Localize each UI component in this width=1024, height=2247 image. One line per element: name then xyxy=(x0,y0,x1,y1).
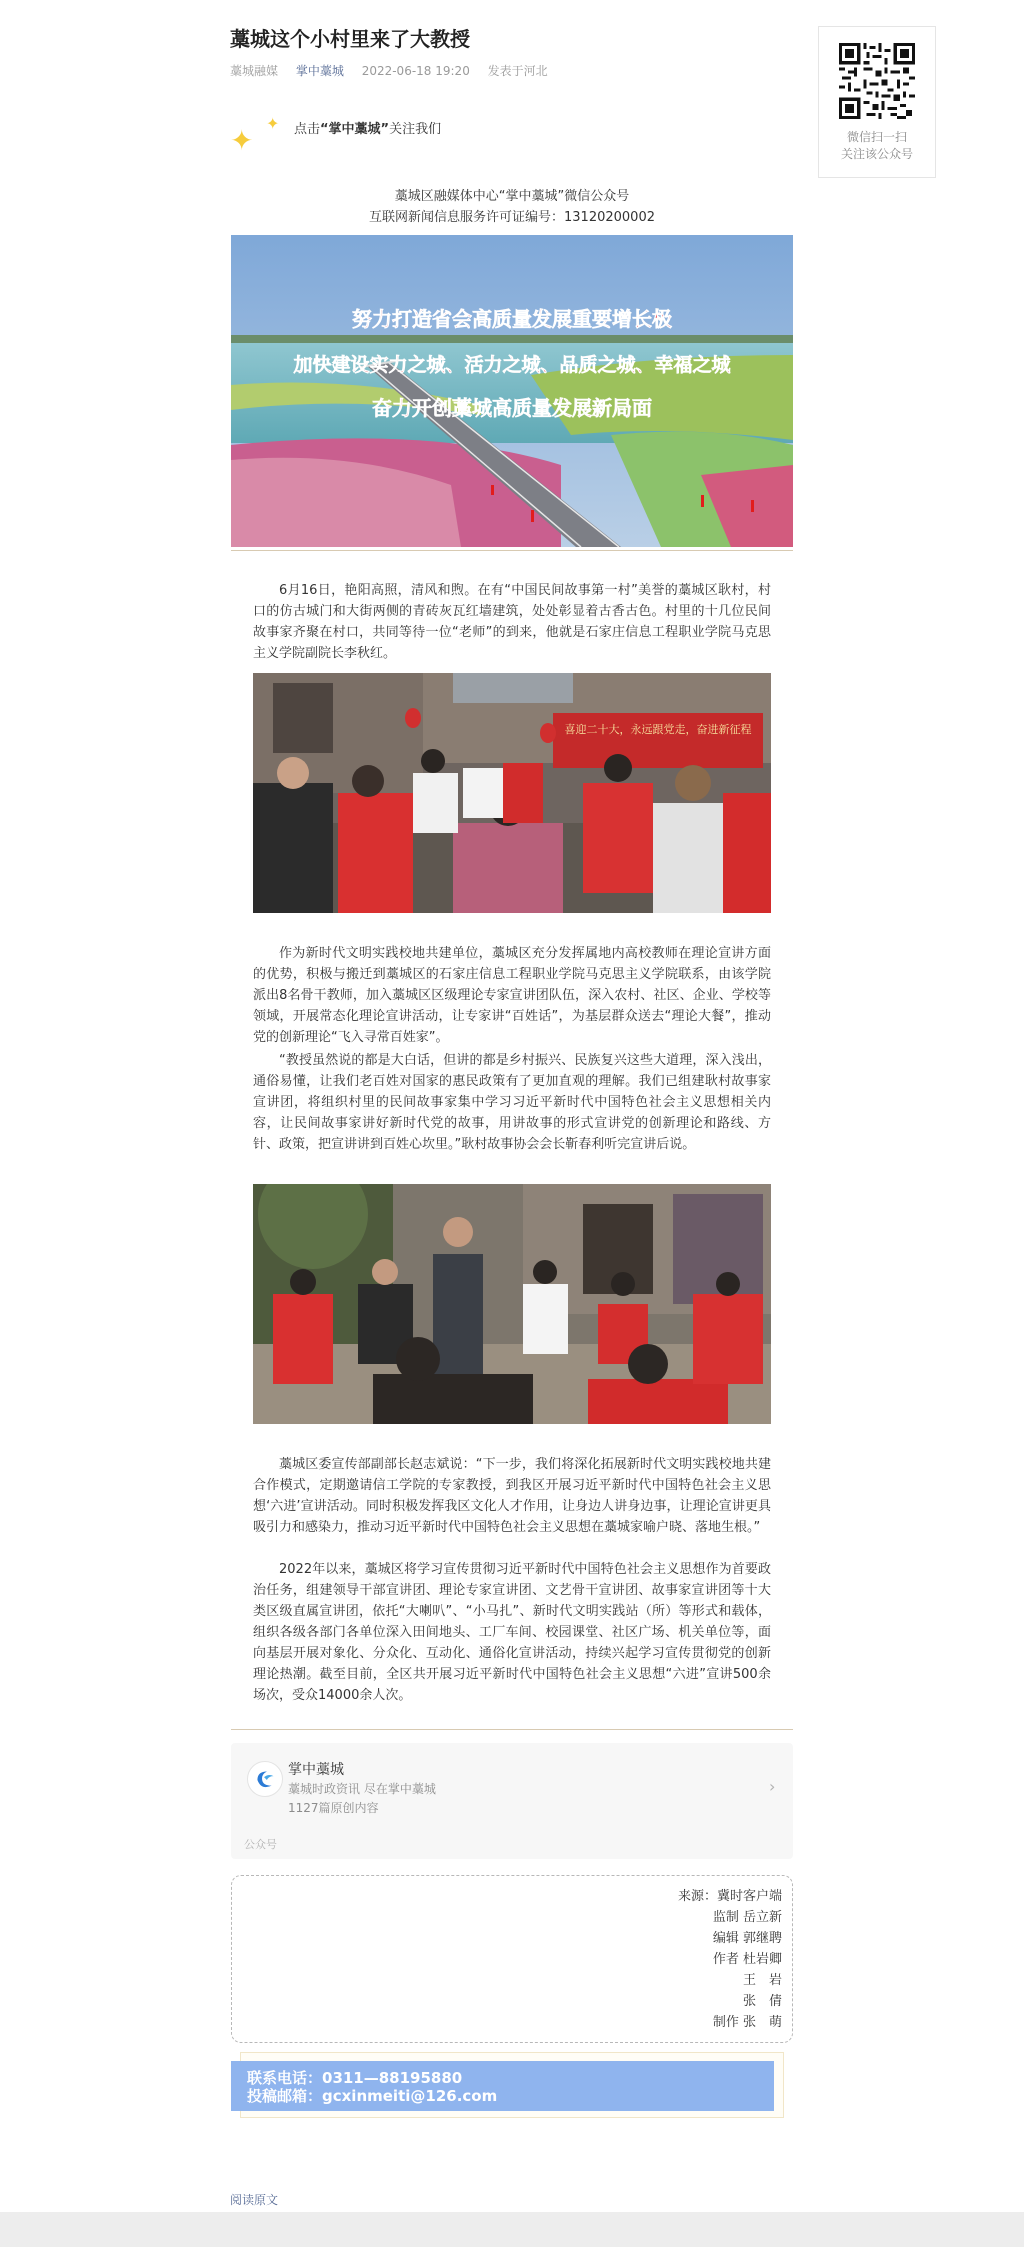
banner-slogan-2: 加快建设实力之城、活力之城、品质之城、幸福之城 xyxy=(293,354,731,376)
paragraph-3: “教授虽然说的都是大白话，但讲的都是乡村振兴、民族复兴这些大道理，深入浅出，通俗易懂，让我们老百姓对国家的惠民政策有了更加直观的理解。我们已组建耿村故事家宣讲团，将组织村里的民间故事家集中学习习近平新时代中国特色社会主义思想相关内容，让民间故事家讲好新时代党的故事，用讲故事的形式宣讲党的创新理论和路线、方针、政策，把宣讲讲到百姓心坎里。”耿村故事协会会长靳春利听完宣讲后说。 xyxy=(253,1053,771,1152)
follow-prefix: 点击 xyxy=(294,122,321,137)
account-name-link[interactable]: 掌中藁城 xyxy=(295,64,344,78)
sparkle-small-icon: ✦ xyxy=(266,114,280,133)
credit-source: 来源：冀时客户端 xyxy=(677,1889,782,1904)
contact-phone: 联系电话：0311—88195880 xyxy=(247,2069,463,2087)
profile-card-name: 掌中藁城 xyxy=(288,1762,344,1778)
qr-hint-line1: 微信扫一扫 xyxy=(846,130,907,144)
banner-divider xyxy=(231,550,793,551)
banner-slogan-3: 奋力开创藁城高质量发展新局面 xyxy=(372,396,652,420)
publish-datetime: 2022-06-18 19:20 xyxy=(361,64,470,78)
publish-location: 发表于河北 xyxy=(487,64,548,78)
profile-card[interactable] xyxy=(231,1743,793,1859)
qr-code xyxy=(839,43,915,119)
banner-illustration xyxy=(231,235,793,547)
account-logo-icon xyxy=(247,1761,283,1797)
credit-producer: 制作 张 萌 xyxy=(712,2015,782,2030)
intro-line1: 藁城区融媒体中心“掌中藁城”微信公众号 xyxy=(394,189,630,204)
paragraph-2: 作为新时代文明实践校地共建单位，藁城区充分发挥属地内高校教师在理论宣讲方面的优势，积极与搬迁到藁城区的石家庄信息工程职业学院马克思主义学院联系，由该学院派出8名骨干教师，加入藁城区区级理论专家宣讲团队伍，深入农村、社区、企业、学校等领域，开展常态化理论宣讲活动，让专家讲“百姓话”，为基层群众送去“理论大餐”，推动党的创新理论“飞入寻常百姓家”。 xyxy=(253,946,771,1045)
sparkle-icon: ✦ xyxy=(230,124,254,157)
qr-panel xyxy=(818,26,936,178)
qr-hint-line2: 关注该公众号 xyxy=(840,147,913,161)
credit-author: 作者 杜岩卿 xyxy=(712,1952,782,1967)
profile-card-type: 公众号 xyxy=(244,1838,277,1851)
contact-banner xyxy=(231,2061,774,2111)
photo-village-gathering xyxy=(253,673,771,913)
follow-prompt[interactable] xyxy=(230,112,530,162)
photo-professor-lecture xyxy=(253,1184,771,1424)
chevron-right-icon: › xyxy=(769,1777,776,1796)
read-original-link[interactable]: 阅读原文 xyxy=(230,2193,279,2207)
banner-image xyxy=(231,235,793,547)
photo-banner-text: 喜迎二十大，永远跟党走，奋进新征程 xyxy=(564,723,752,736)
credit-editor: 编辑 郭继聘 xyxy=(712,1931,782,1946)
contact-email: 投稿邮箱：gcxinmeiti@126.com xyxy=(247,2087,498,2105)
credit-author-2: 王 岩 xyxy=(742,1973,782,1988)
content-divider xyxy=(231,1729,793,1730)
profile-card-count: 1127篇原创内容 xyxy=(288,1801,379,1815)
follow-suffix: 关注我们 xyxy=(389,122,442,137)
intro-license: 互联网新闻信息服务许可证编号：13120200002 xyxy=(369,210,655,225)
banner-slogan-1: 努力打造省会高质量发展重要增长极 xyxy=(352,307,672,331)
credits-box xyxy=(231,1875,793,2043)
source-tag: 藁城融媒 xyxy=(230,64,279,78)
article-title: 藁城这个小村里来了大教授 xyxy=(230,27,470,51)
article-meta xyxy=(230,62,562,79)
paragraph-4: 藁城区委宣传部副部长赵志斌说：“下一步，我们将深化拓展新时代文明实践校地共建合作模式，定期邀请信工学院的专家教授，到我区开展习近平新时代中国特色社会主义思想‘六进’宣讲活动。同时积极发挥我区文化人才作用，让身边人讲身边事，让理论宣讲更具吸引力和感染力，推动习近平新时代中国特色社会主义思想在藁城家喻户晓、落地生根。” xyxy=(253,1457,771,1535)
credit-supervisor: 监制 岳立新 xyxy=(712,1910,782,1925)
paragraph-5: 2022年以来，藁城区将学习宣传贯彻习近平新时代中国特色社会主义思想作为首要政治任务，组建领导干部宣讲团、理论专家宣讲团、文艺骨干宣讲团、故事家宣讲团等十大类区级直属宣讲团，依托“大喇叭”、“小马扎”、新时代文明实践站（所）等形式和载体，组织各级各部门各单位深入田间地头、工厂车间、校园课堂、社区广场、机关单位等，面向基层开展对象化、分众化、互动化、通俗化宣讲活动，持续兴起学习宣传贯彻党的创新理论热潮。截至目前，全区共开展习近平新时代中国特色社会主义思想“六进”宣讲500余场次，受众14000余人次。 xyxy=(253,1562,771,1703)
profile-card-desc: 藁城时政资讯 尽在掌中藁城 xyxy=(288,1782,436,1796)
credit-author-3: 张 倩 xyxy=(742,1994,782,2009)
bottom-bar xyxy=(0,2212,1024,2247)
follow-account-name: “掌中藁城” xyxy=(320,122,390,137)
paragraph-1: 6月16日，艳阳高照，清风和煦。在有“中国民间故事第一村”美誉的藁城区耿村，村口的仿古城门和大街两侧的青砖灰瓦红墙建筑，处处彰显着古香古色。村里的十几位民间故事家齐聚在村口，共同等待一位“老师”的到来，他就是石家庄信息工程职业学院马克思主义学院副院长李秋红。 xyxy=(253,583,771,661)
